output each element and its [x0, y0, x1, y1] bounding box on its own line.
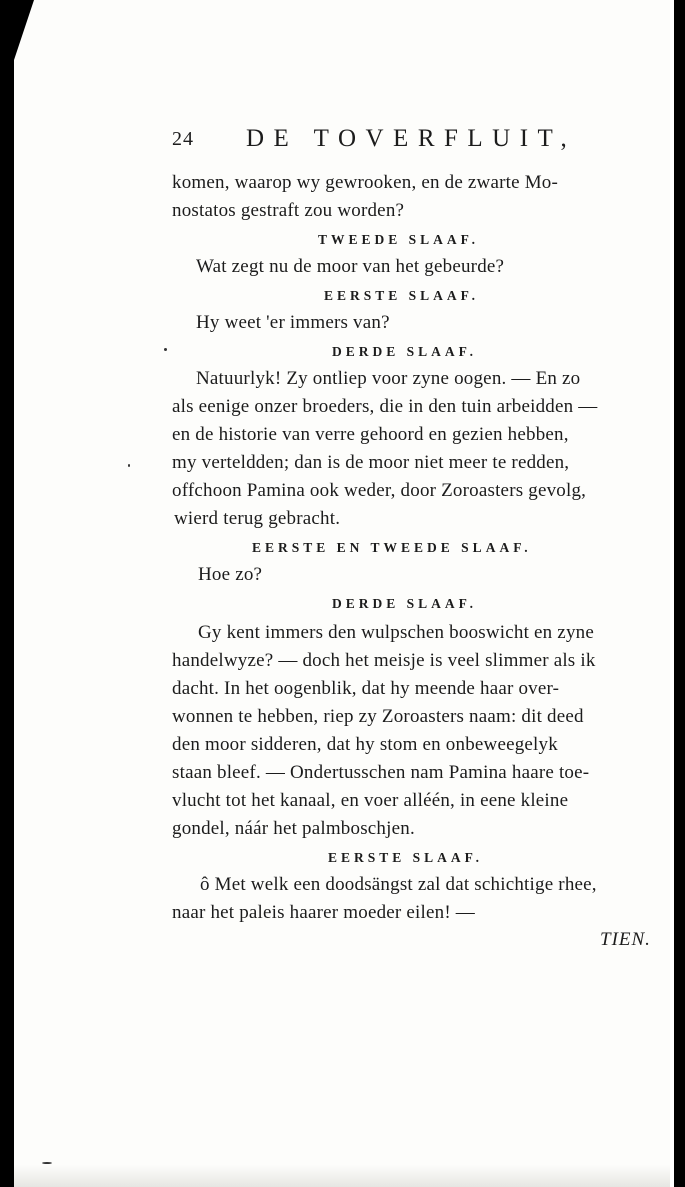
- text-line: vlucht tot het kanaal, en voer alléén, in eene kleine: [172, 790, 569, 811]
- page-number: 24: [172, 128, 194, 150]
- text-line: nostatos gestraft zou worden?: [172, 200, 405, 221]
- text-line: Gy kent immers den wulpschen booswicht en zyne: [198, 622, 594, 643]
- text-line: Wat zegt nu de moor van het gebeurde?: [196, 256, 505, 277]
- speaker-label: DERDE SLAAF.: [332, 596, 478, 611]
- text-line: Hy weet 'er immers van?: [196, 312, 390, 333]
- text-line: en de historie van verre gehoord en gezien hebben,: [172, 424, 569, 445]
- speaker-label: TWEEDE SLAAF.: [318, 232, 480, 247]
- speaker-label: DERDE SLAAF.: [332, 344, 478, 359]
- text-line: ô Met welk een doodsängst zal dat schichtige rhee,: [200, 874, 597, 895]
- text-line: staan bleef. — Ondertusschen nam Pamina haare toe-: [172, 762, 590, 783]
- paper-speck: [164, 348, 167, 351]
- text-line: komen, waarop wy gewrooken, en de zwarte Mo-: [172, 172, 559, 193]
- page-right-edge: [670, 0, 674, 1187]
- text-line: den moor sidderen, dat hy stom en onbeweegelyk: [172, 734, 558, 755]
- text-line: Natuurlyk! Zy ontliep voor zyne oogen. — En zo: [196, 368, 581, 389]
- text-line: offchoon Pamina ook weder, door Zoroasters gevolg,: [172, 480, 587, 501]
- text-line: handelwyze? — doch het meisje is veel slimmer als ik: [172, 650, 596, 671]
- book-page: [14, 0, 674, 1187]
- speaker-label: EERSTE EN TWEEDE SLAAF.: [252, 540, 532, 555]
- text-line: naar het paleis haarer moeder eilen! —: [172, 902, 475, 923]
- speaker-label: EERSTE SLAAF.: [324, 288, 480, 303]
- text-line: wonnen te hebben, riep zy Zoroasters naam: dit deed: [172, 706, 584, 727]
- text-line: Hoe zo?: [198, 564, 263, 585]
- text-line: wierd terug gebracht.: [174, 508, 341, 529]
- speaker-label: EERSTE SLAAF.: [328, 850, 484, 865]
- text-line: my verteldden; dan is de moor niet meer te redden,: [172, 452, 570, 473]
- page-bottom-edge: [14, 1165, 674, 1187]
- page-corner-shadow: [14, 0, 34, 60]
- running-title: DE TOVERFLUIT,: [246, 125, 577, 152]
- text-line: gondel, náár het palmboschjen.: [172, 818, 415, 839]
- text-line: als eenige onzer broeders, die in den tuin arbeidden —: [172, 396, 598, 417]
- paper-speck: [128, 464, 130, 467]
- catchword: TIEN.: [600, 929, 651, 950]
- text-line: dacht. In het oogenblik, dat hy meende haar over-: [172, 678, 560, 699]
- paper-speck: [42, 1162, 52, 1164]
